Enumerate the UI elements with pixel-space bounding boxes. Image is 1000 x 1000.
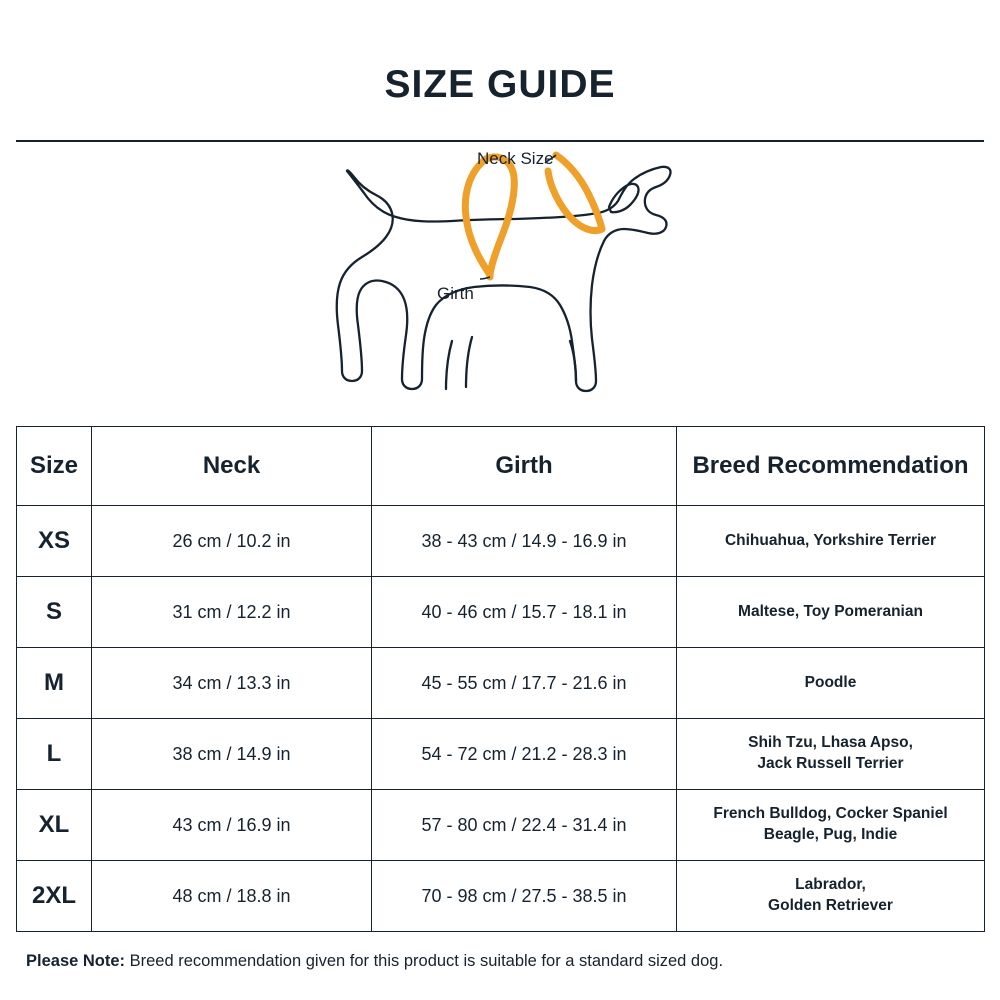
- cell-breed: Shih Tzu, Lhasa Apso, Jack Russell Terrier: [677, 719, 985, 790]
- cell-girth: 57 - 80 cm / 22.4 - 31.4 in: [372, 790, 677, 861]
- cell-neck: 34 cm / 13.3 in: [92, 648, 372, 719]
- dog-illustration: [0, 129, 1000, 411]
- cell-size: XS: [17, 506, 92, 577]
- cell-neck: 43 cm / 16.9 in: [92, 790, 372, 861]
- table-row: [17, 648, 985, 719]
- cell-size: M: [17, 648, 92, 719]
- table-row: [17, 861, 985, 932]
- cell-breed: Labrador, Golden Retriever: [677, 861, 985, 932]
- cell-breed: Chihuahua, Yorkshire Terrier: [677, 506, 985, 577]
- dog-outline-svg: [0, 129, 1000, 411]
- cell-neck: 26 cm / 10.2 in: [92, 506, 372, 577]
- cell-neck: 48 cm / 18.8 in: [92, 861, 372, 932]
- neck-size-label: Neck Size: [477, 148, 554, 168]
- cell-neck: 31 cm / 12.2 in: [92, 577, 372, 648]
- column-header-breed: Breed Recommendation: [677, 427, 985, 506]
- size-table-container: [16, 426, 984, 932]
- cell-size: L: [17, 719, 92, 790]
- footnote: [26, 952, 723, 971]
- cell-girth: 54 - 72 cm / 21.2 - 28.3 in: [372, 719, 677, 790]
- table-row: [17, 790, 985, 861]
- size-table-body: [17, 506, 985, 932]
- cell-breed: French Bulldog, Cocker Spaniel Beagle, Pug, Indie: [677, 790, 985, 861]
- table-header-row: [17, 427, 985, 506]
- cell-girth: 38 - 43 cm / 14.9 - 16.9 in: [372, 506, 677, 577]
- page-title: SIZE GUIDE: [384, 63, 616, 106]
- table-row: [17, 719, 985, 790]
- column-header-neck: Neck: [92, 427, 372, 506]
- column-header-size: Size: [17, 427, 92, 506]
- girth-label: Girth: [437, 283, 474, 303]
- cell-breed: Maltese, Toy Pomeranian: [677, 577, 985, 648]
- cell-breed: Poodle: [677, 648, 985, 719]
- cell-size: S: [17, 577, 92, 648]
- table-row: [17, 577, 985, 648]
- size-table: [16, 426, 985, 932]
- footnote-text: Breed recommendation given for this product is suitable for a standard sized dog.: [125, 952, 724, 970]
- cell-size: XL: [17, 790, 92, 861]
- footnote-label: Please Note:: [26, 952, 126, 970]
- cell-girth: 70 - 98 cm / 27.5 - 38.5 in: [372, 861, 677, 932]
- table-row: [17, 506, 985, 577]
- cell-girth: 45 - 55 cm / 17.7 - 21.6 in: [372, 648, 677, 719]
- cell-size: 2XL: [17, 861, 92, 932]
- cell-girth: 40 - 46 cm / 15.7 - 18.1 in: [372, 577, 677, 648]
- cell-neck: 38 cm / 14.9 in: [92, 719, 372, 790]
- column-header-girth: Girth: [372, 427, 677, 506]
